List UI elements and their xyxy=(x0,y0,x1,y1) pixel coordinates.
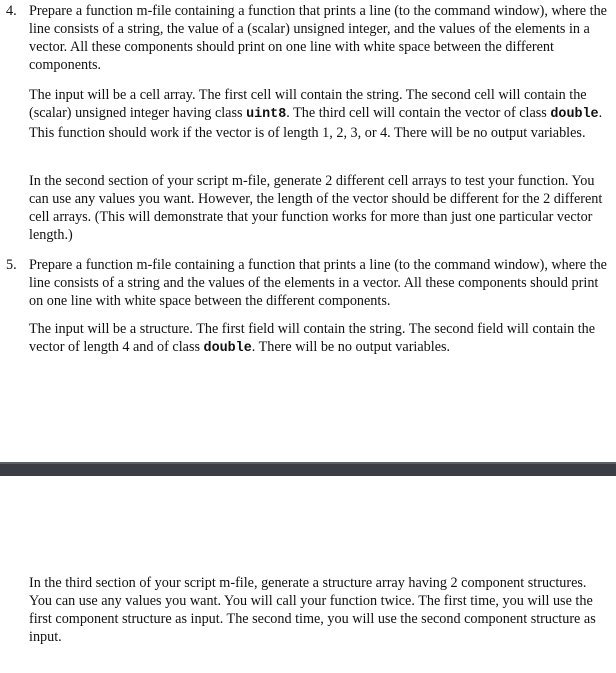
list-item-number: 5. xyxy=(6,257,17,273)
item-4-paragraph-2 xyxy=(29,86,609,142)
page-break-divider-highlight xyxy=(0,462,616,464)
item-5-paragraph-1: Prepare a function m-file containing a function that prints a line (to the command window), where the line consists of a string and the values of the elements in a vector. All these components should print on one line with white space between the different components. xyxy=(29,257,607,309)
page-break-divider xyxy=(0,462,616,476)
item-5-paragraph-3: In the third section of your script m-file, generate a structure array having 2 component structures. You can use any values you want. You will call your function twice. The first time, you will use the first component structure as input. The second time, you will use the second component structure as input. xyxy=(29,575,596,645)
item-4-paragraph-2-text-c: . This function should work if the vector is of length 1, 2, 3, or 4. There will be no output variables. xyxy=(29,105,603,141)
code-uint8: uint8 xyxy=(246,107,287,122)
item-4-paragraph-3: In the second section of your script m-file, generate 2 different cell arrays to test your function. You can use any values you want. However, the length of the vector should be different for the 2 different cell arrays. (This will demonstrate that your function works for more than just one particular vector length.) xyxy=(29,173,603,243)
item-5-paragraph-2-text-a: The input will be a structure. The first field will contain the string. The second field will contain the vector of length 4 and of class xyxy=(29,321,596,355)
item-5-paragraph-2 xyxy=(29,320,609,358)
item-4-paragraph-2-text-a: The input will be a cell array. The first cell will contain the string. The second cell will contain the (scalar) unsigned integer having class xyxy=(29,87,587,121)
item-5-paragraph-2-text-b: . There will be no output variables. xyxy=(251,339,451,355)
code-double: double xyxy=(550,107,599,122)
code-double: double xyxy=(203,341,252,356)
list-item-number: 4. xyxy=(6,3,17,19)
item-4-paragraph-2-text-b: . The third cell will contain the vector of class xyxy=(286,105,551,121)
item-4-paragraph-1: Prepare a function m-file containing a function that prints a line (to the command window), where the line consists of a string, the value of a (scalar) unsigned integer, and the values of the elements in a vector. All these components should print on one line with white space between the different components. xyxy=(29,3,607,73)
